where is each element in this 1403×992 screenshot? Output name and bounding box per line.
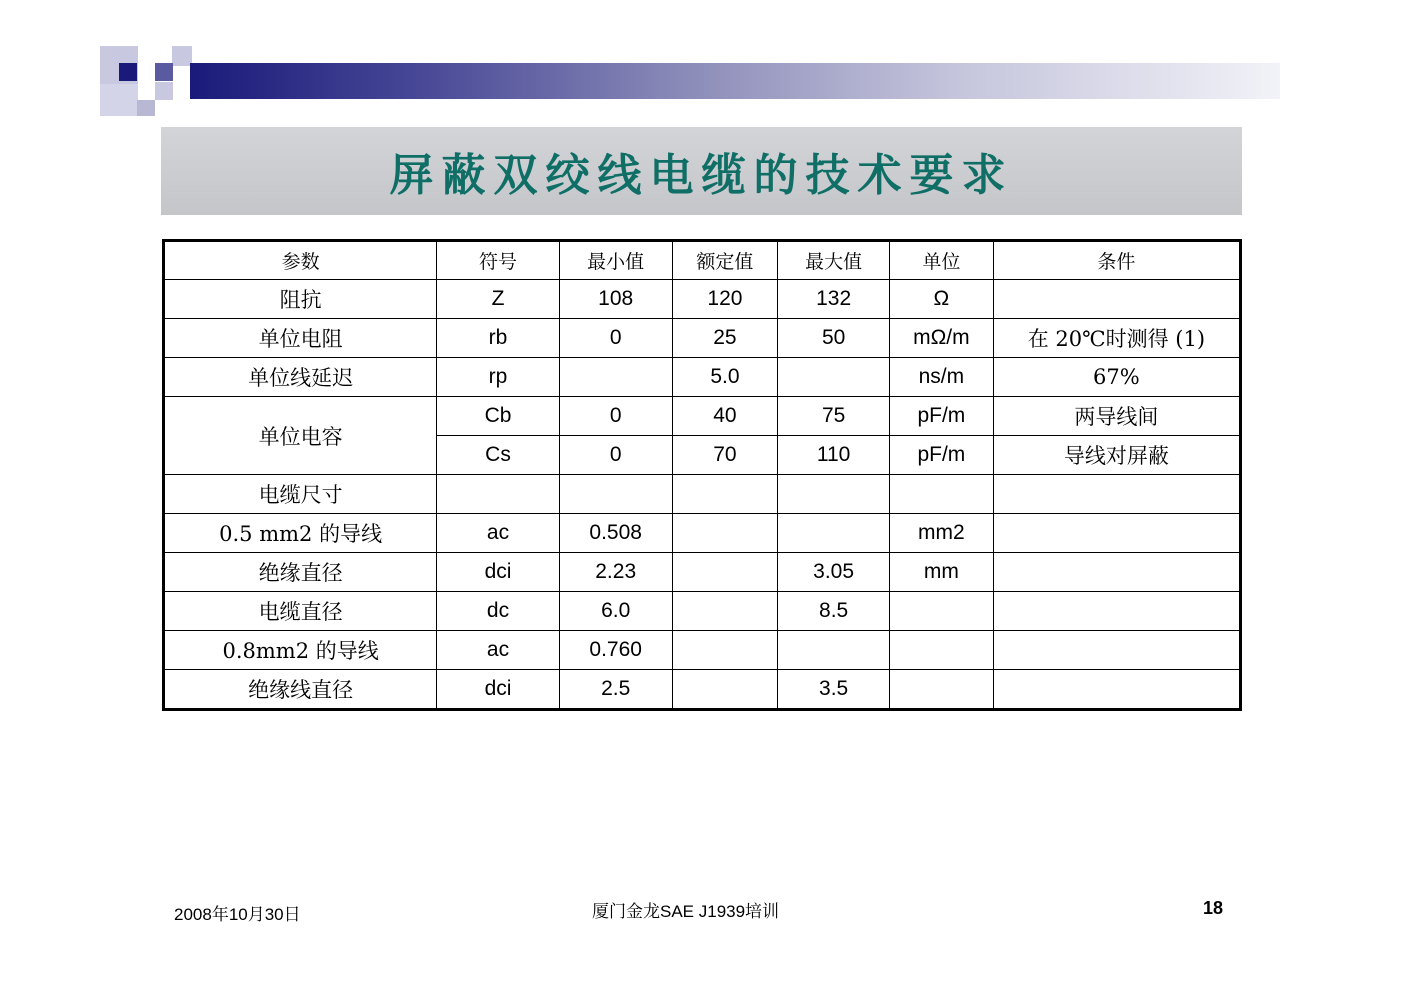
max-cell: 110 (778, 436, 890, 475)
table-row (164, 358, 1241, 397)
nom-cell: 5.0 (672, 358, 778, 397)
unit-cell (889, 631, 993, 670)
table-row (164, 319, 1241, 358)
max-cell: 132 (778, 280, 890, 319)
min-cell: 2.5 (559, 670, 672, 710)
cond-cell: 在 20℃时测得 (1) (993, 319, 1240, 358)
header-cell: 条件 (993, 241, 1240, 280)
min-cell: 0.508 (559, 514, 672, 553)
param-cell: 0.8mm2 的导线 (164, 631, 437, 670)
table-row (164, 670, 1241, 710)
header-cell: 单位 (889, 241, 993, 280)
cond-cell: 两导线间 (993, 397, 1240, 436)
title-band (161, 127, 1242, 215)
cond-cell (993, 592, 1240, 631)
min-cell: 0.760 (559, 631, 672, 670)
min-cell (559, 475, 672, 514)
min-cell (559, 358, 672, 397)
unit-cell: mm (889, 553, 993, 592)
footer-date: 2008年10月30日 (174, 905, 301, 924)
param-cell: 单位电阻 (164, 319, 437, 358)
cond-cell (993, 514, 1240, 553)
param-cell: 单位线延迟 (164, 358, 437, 397)
symbol-cell: dci (437, 670, 560, 710)
header-cell: 最大值 (778, 241, 890, 280)
symbol-cell: ac (437, 631, 560, 670)
cond-cell (993, 631, 1240, 670)
nom-cell (672, 553, 778, 592)
param-cell: 电缆直径 (164, 592, 437, 631)
nom-cell (672, 670, 778, 710)
cond-cell: 67% (993, 358, 1240, 397)
cond-cell (993, 670, 1240, 710)
cond-cell (993, 475, 1240, 514)
logo-square-dark (119, 63, 137, 81)
nom-cell: 25 (672, 319, 778, 358)
max-cell (778, 514, 890, 553)
symbol-cell: Cs (437, 436, 560, 475)
unit-cell: pF/m (889, 436, 993, 475)
symbol-cell: Z (437, 280, 560, 319)
nom-cell: 120 (672, 280, 778, 319)
max-cell (778, 358, 890, 397)
symbol-cell: rb (437, 319, 560, 358)
page-number: 18 (1203, 898, 1224, 918)
min-cell: 6.0 (559, 592, 672, 631)
max-cell (778, 475, 890, 514)
max-cell: 8.5 (778, 592, 890, 631)
unit-cell: pF/m (889, 397, 993, 436)
param-cell: 0.5 mm2 的导线 (164, 514, 437, 553)
table-row (164, 397, 1241, 436)
logo-square-light-5 (137, 100, 155, 116)
param-cell: 单位电容 (164, 397, 437, 475)
header-cell: 符号 (437, 241, 560, 280)
logo-square-light-4 (155, 82, 173, 100)
nom-cell (672, 514, 778, 553)
param-cell: 电缆尺寸 (164, 475, 437, 514)
unit-cell: ns/m (889, 358, 993, 397)
spec-table (162, 239, 1242, 711)
min-cell: 0 (559, 436, 672, 475)
min-cell: 0 (559, 397, 672, 436)
logo-square-light-2 (172, 46, 192, 66)
param-cell: 绝缘直径 (164, 553, 437, 592)
table-row (164, 475, 1241, 514)
nom-cell: 40 (672, 397, 778, 436)
table-row (164, 553, 1241, 592)
symbol-cell: rp (437, 358, 560, 397)
symbol-cell: dc (437, 592, 560, 631)
symbol-cell (437, 475, 560, 514)
logo-square-light-3 (100, 84, 138, 116)
table-row (164, 631, 1241, 670)
unit-cell (889, 670, 993, 710)
table-row (164, 592, 1241, 631)
table-row (164, 514, 1241, 553)
logo-square-mid (155, 63, 173, 81)
max-cell: 3.05 (778, 553, 890, 592)
max-cell: 3.5 (778, 670, 890, 710)
min-cell: 2.23 (559, 553, 672, 592)
header-gradient-bar (190, 63, 1280, 99)
param-cell: 绝缘线直径 (164, 670, 437, 710)
symbol-cell: ac (437, 514, 560, 553)
min-cell: 108 (559, 280, 672, 319)
unit-cell (889, 475, 993, 514)
header-cell: 额定值 (672, 241, 778, 280)
nom-cell (672, 592, 778, 631)
param-cell: 阻抗 (164, 280, 437, 319)
table-header-row (164, 241, 1241, 280)
unit-cell: Ω (889, 280, 993, 319)
table-row (164, 280, 1241, 319)
slide-title: 屏蔽双绞线电缆的技术要求 (389, 150, 1014, 201)
max-cell (778, 631, 890, 670)
symbol-cell: Cb (437, 397, 560, 436)
cond-cell: 导线对屏蔽 (993, 436, 1240, 475)
header-cell: 参数 (164, 241, 437, 280)
footer-course-title: 厦门金龙SAE J1939培训 (592, 902, 780, 921)
header-cell: 最小值 (559, 241, 672, 280)
cond-cell (993, 280, 1240, 319)
nom-cell: 70 (672, 436, 778, 475)
max-cell: 75 (778, 397, 890, 436)
min-cell: 0 (559, 319, 672, 358)
unit-cell: mm2 (889, 514, 993, 553)
max-cell: 50 (778, 319, 890, 358)
nom-cell (672, 631, 778, 670)
unit-cell: mΩ/m (889, 319, 993, 358)
unit-cell (889, 592, 993, 631)
cond-cell (993, 553, 1240, 592)
symbol-cell: dci (437, 553, 560, 592)
nom-cell (672, 475, 778, 514)
